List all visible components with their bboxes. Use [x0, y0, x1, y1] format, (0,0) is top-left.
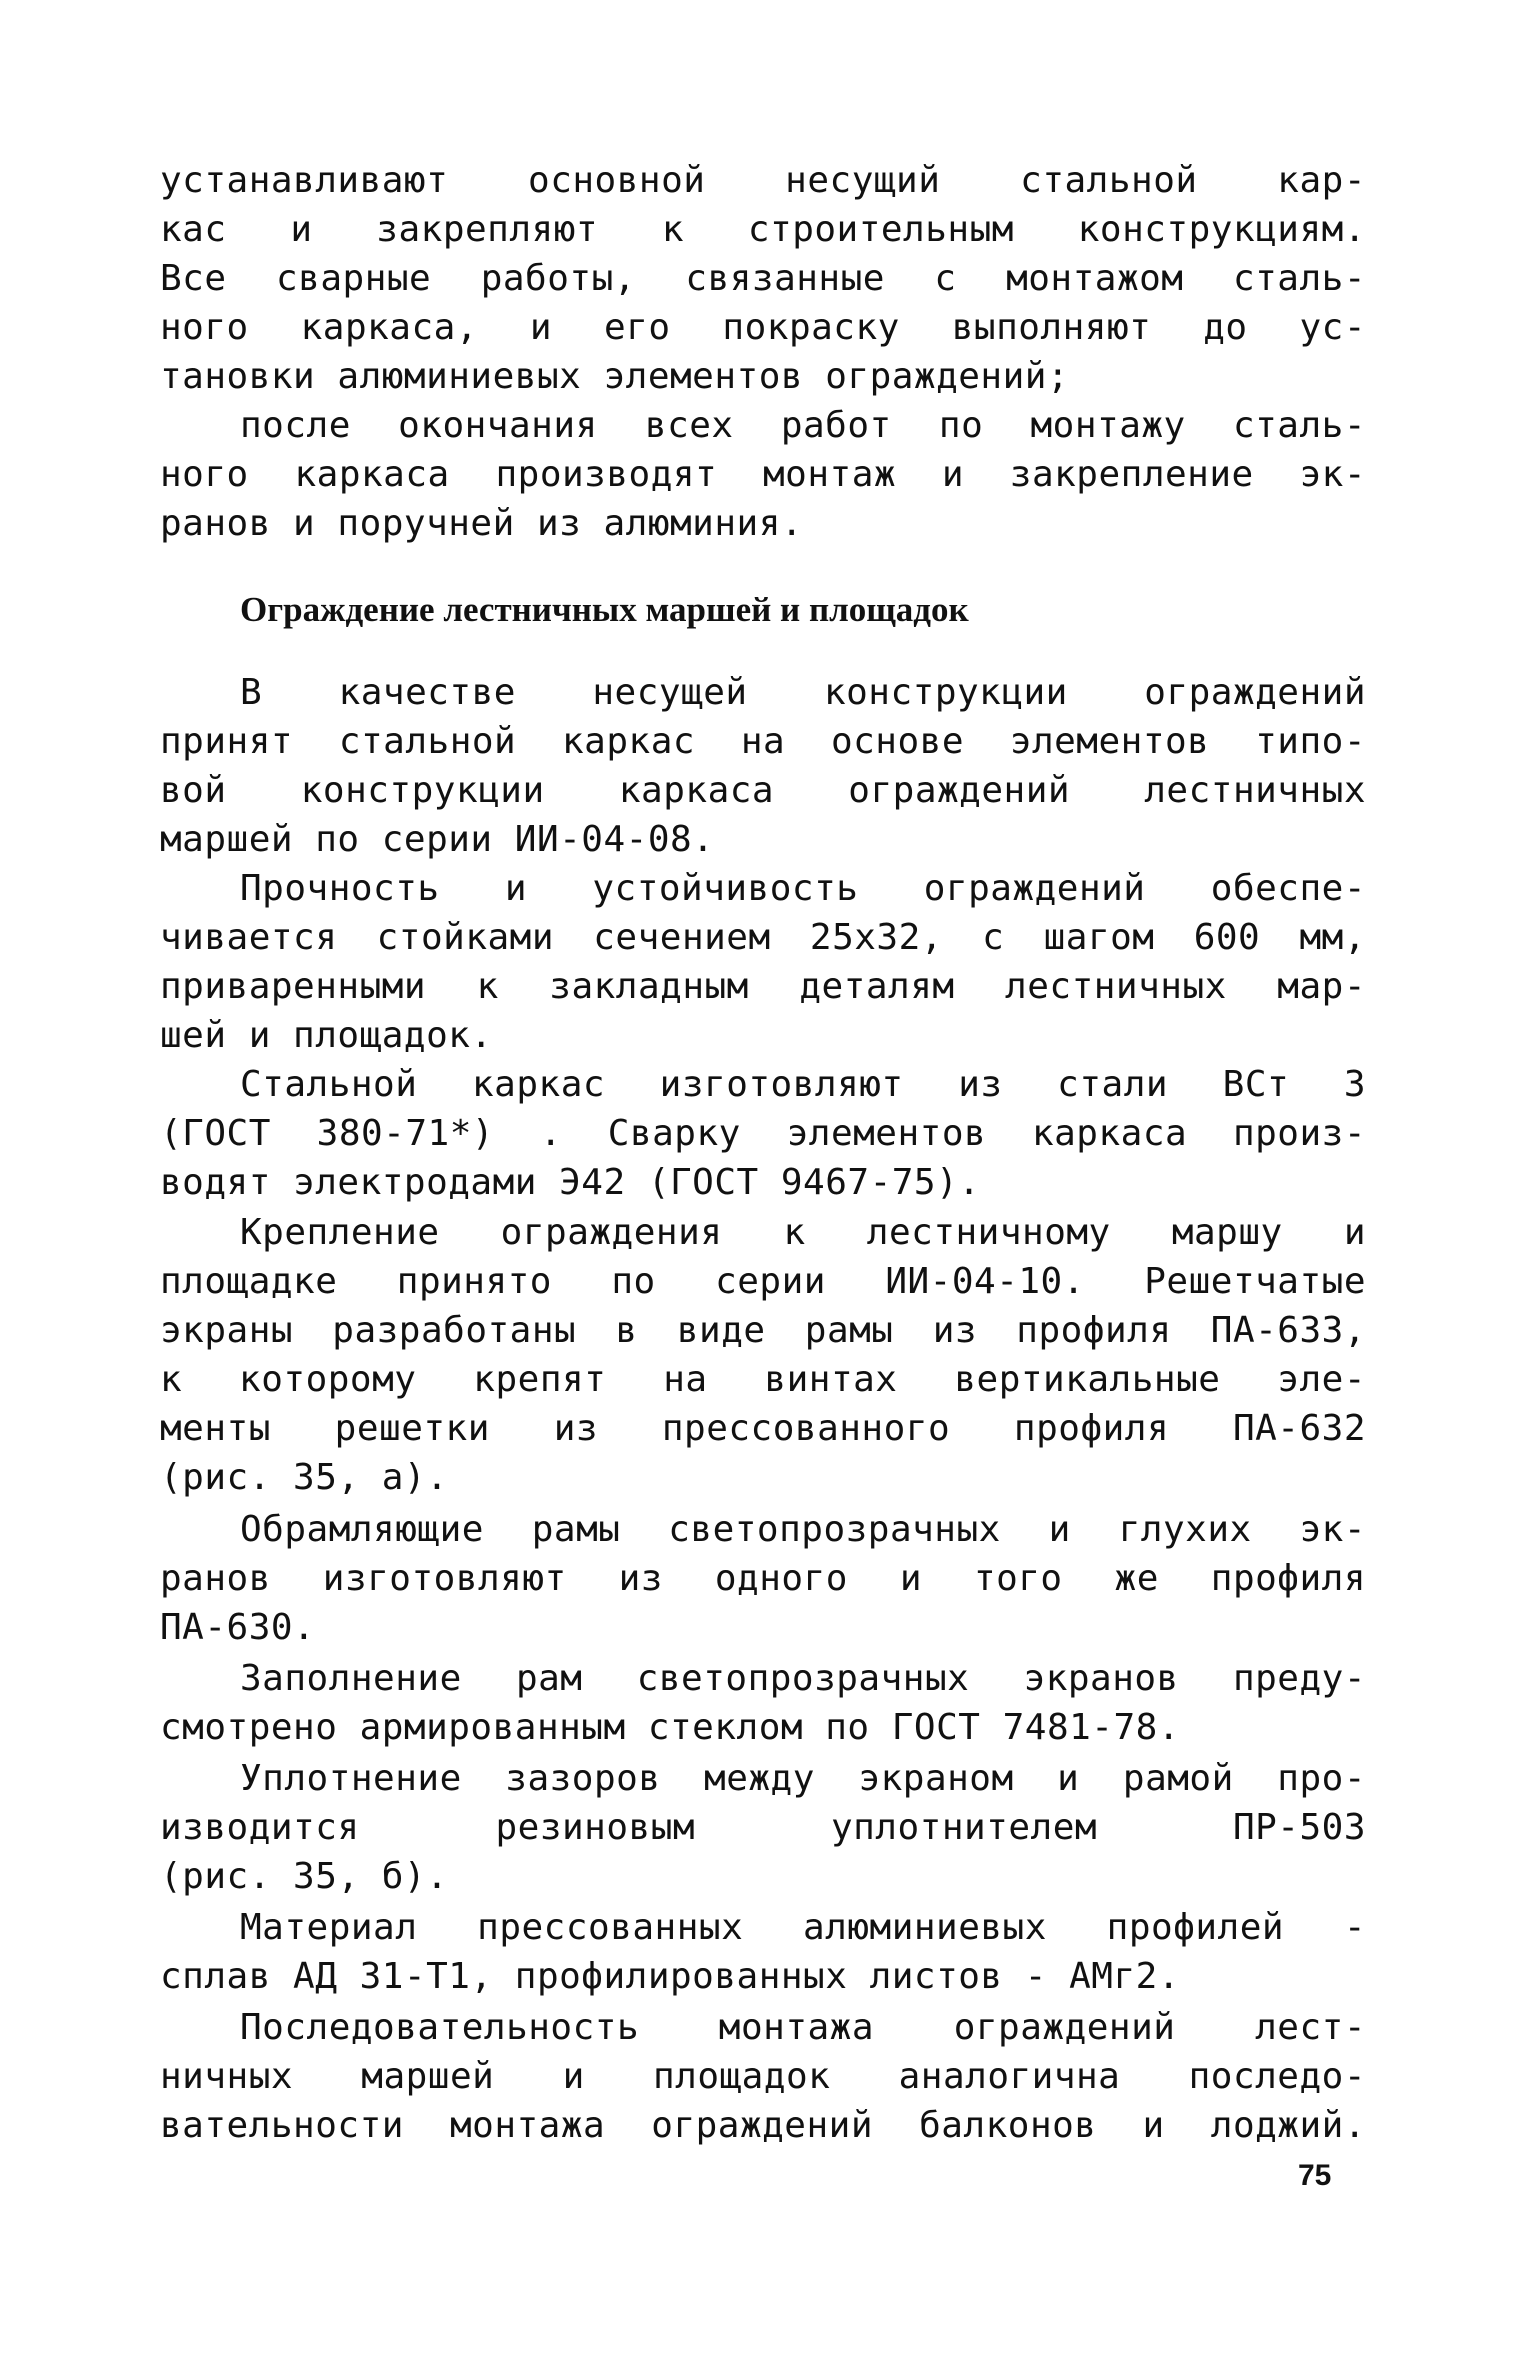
text-line: площадке принято по серии ИИ-04-10. Решетчатые: [160, 1261, 1366, 1302]
text-line: (ГОСТ 380-71*) . Сварку элементов каркаса произ-: [160, 1113, 1366, 1154]
text-line: Все сварные работы, связанные с монтажом сталь-: [160, 258, 1366, 299]
text-line: менты решетки из прессованного профиля ПА-632: [160, 1408, 1366, 1449]
text-line: маршей по серии ИИ-04-08.: [160, 819, 715, 860]
text-line: ранов и поручней из алюминия.: [160, 503, 804, 544]
text-line: ранов изготовляют из одного и того же профиля: [160, 1558, 1366, 1599]
text-line: тановки алюминиевых элементов ограждений;: [160, 356, 1070, 397]
text-line: вой конструкции каркаса ограждений лестничных: [160, 770, 1366, 811]
text-line: смотрено армированным стеклом по ГОСТ 7481-78.: [160, 1707, 1180, 1748]
text-line: ного каркаса, и его покраску выполняют до ус-: [160, 307, 1366, 348]
text-line: Стальной каркас изготовляют из стали ВСт 3: [240, 1064, 1366, 1105]
text-line: изводится резиновым уплотнителем ПР-503: [160, 1807, 1366, 1848]
text-line: В качестве несущей конструкции ограждений: [240, 672, 1366, 713]
text-line: ного каркаса производят монтаж и закрепление эк-: [160, 454, 1366, 495]
text-line: экраны разработаны в виде рамы из профиля ПА-633,: [160, 1310, 1366, 1351]
page-number: 75: [1298, 2159, 1332, 2192]
text-line: Последовательность монтажа ограждений лест-: [240, 2007, 1366, 2048]
text-line: к которому крепят на винтах вертикальные эле-: [160, 1359, 1366, 1400]
text-line: принят стальной каркас на основе элементов типо-: [160, 721, 1366, 762]
text-line: Материал прессованных алюминиевых профилей -: [240, 1907, 1366, 1948]
text-line: Крепление ограждения к лестничному маршу и: [240, 1212, 1366, 1253]
text-line: после окончания всех работ по монтажу сталь-: [240, 405, 1366, 446]
text-line: сплав АД 31-Т1, профилированных листов - АМг2.: [160, 1956, 1180, 1997]
text-line: (рис. 35, б).: [160, 1856, 449, 1897]
text-line: приваренными к закладным деталям лестничных мар-: [160, 966, 1366, 1007]
section-heading: Ограждение лестничных маршей и площадок: [240, 590, 969, 629]
text-line: вательности монтажа ограждений балконов и лоджий.: [160, 2105, 1366, 2146]
text-line: кас и закрепляют к строительным конструкциям.: [160, 209, 1366, 250]
text-line: шей и площадок.: [160, 1015, 493, 1056]
text-line: (рис. 35, а).: [160, 1457, 449, 1498]
text-line: водят электродами Э42 (ГОСТ 9467-75).: [160, 1162, 981, 1203]
text-line: чивается стойками сечением 25x32, с шагом 600 мм,: [160, 917, 1366, 958]
text-line: устанавливают основной несущий стальной кар-: [160, 160, 1366, 201]
text-line: Обрамляющие рамы светопрозрачных и глухих эк-: [240, 1509, 1366, 1550]
text-line: Уплотнение зазоров между экраном и рамой про-: [240, 1758, 1366, 1799]
text-line: Заполнение рам светопрозрачных экранов преду-: [240, 1658, 1366, 1699]
text-line: Прочность и устойчивость ограждений обеспе-: [240, 868, 1366, 909]
text-line: ничных маршей и площадок аналогична последо-: [160, 2056, 1366, 2097]
text-line: ПА-630.: [160, 1607, 316, 1648]
